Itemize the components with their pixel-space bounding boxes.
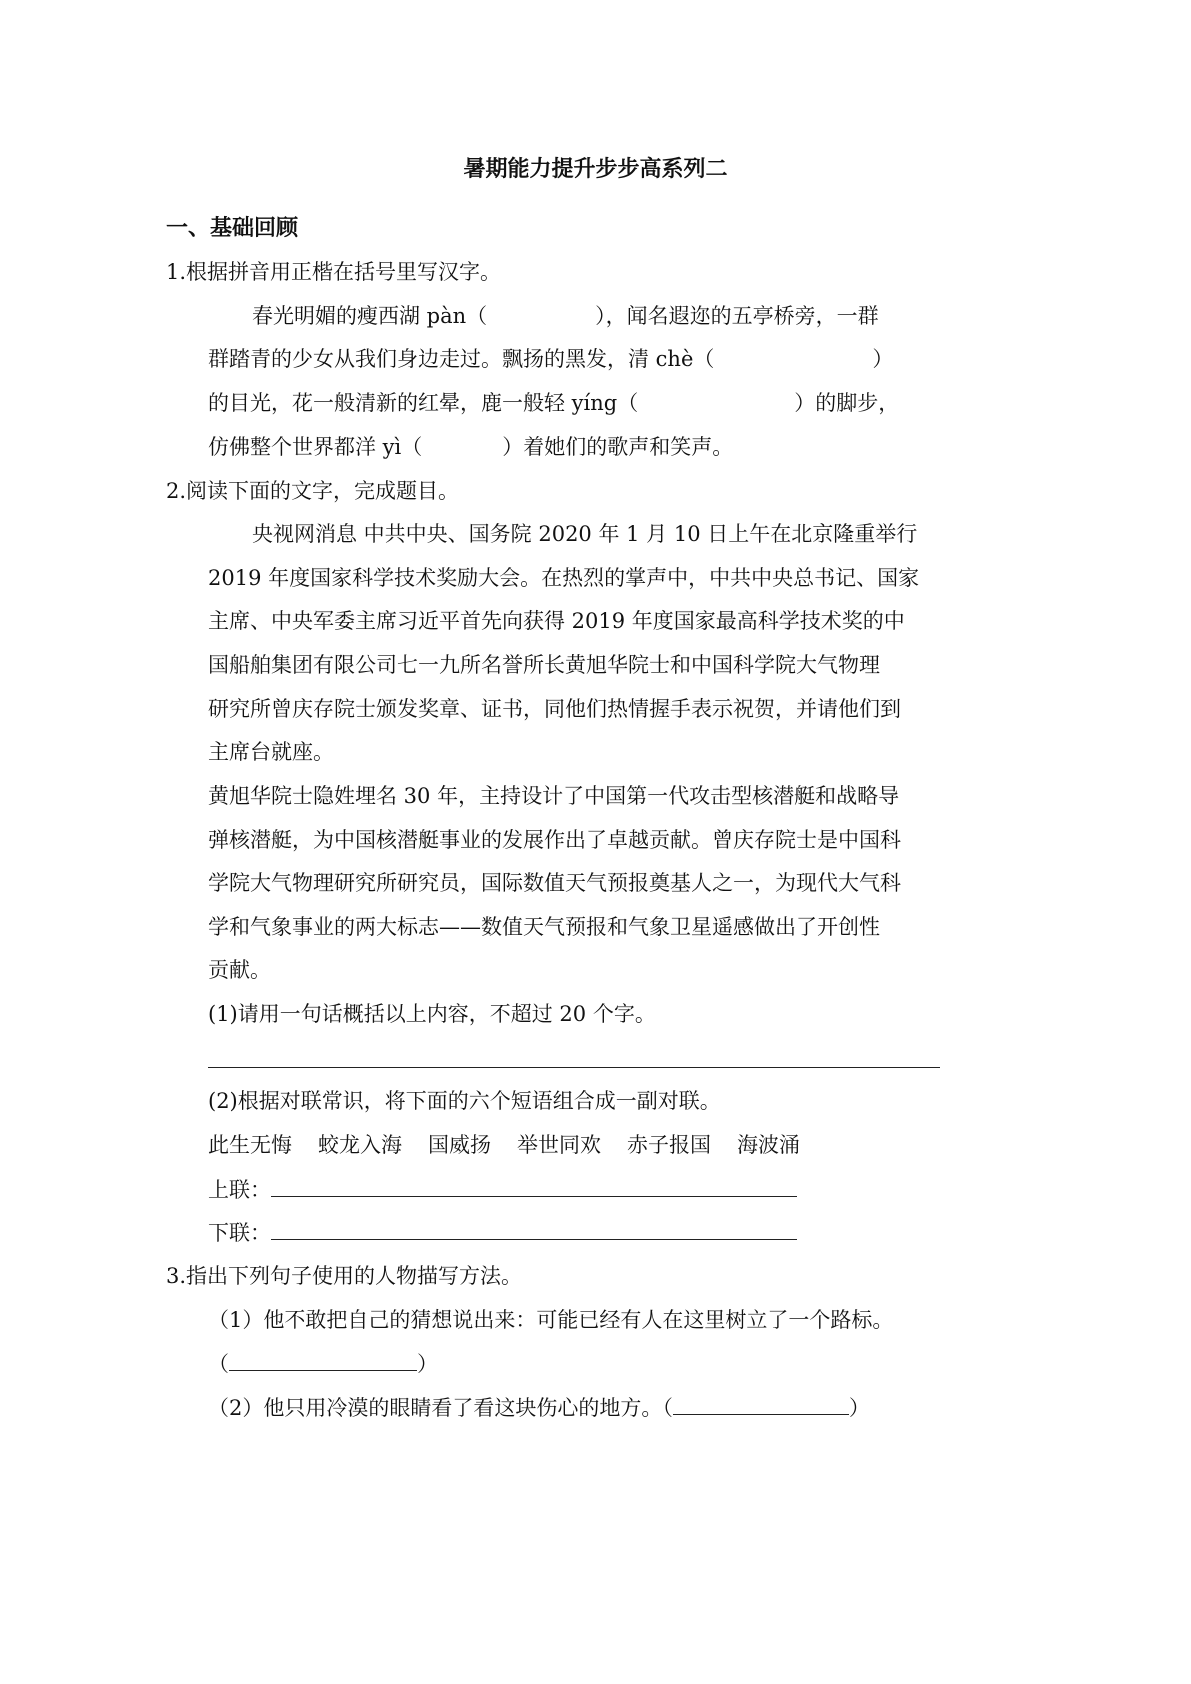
passage-p1-line: 2019 年度国家科学技术奖励大会。在热烈的掌声中，中共中央总书记、国家 — [208, 566, 920, 590]
q1-line-1-part-a: 春光明媚的瘦西湖 pàn（ — [252, 304, 488, 328]
couplet-phrase: 蛟龙入海 — [318, 1133, 402, 1157]
upper-couplet-label: 上联： — [208, 1178, 271, 1202]
lower-couplet-row — [208, 1217, 797, 1248]
q1-line-3 — [208, 388, 899, 418]
q1-prompt: 1.根据拼音用正楷在括号里写汉字。 — [166, 260, 502, 284]
passage-p1-line: 研究所曾庆存院士颁发奖章、证书，同他们热情握手表示祝贺，并请他们到 — [208, 697, 901, 721]
q1-line-4-part-b: ）着她们的歌声和笑声。 — [502, 435, 734, 459]
q3-sentence-2-text: （2）他只用冷漠的眼睛看了看这块伤心的地方。（ — [208, 1396, 673, 1420]
section-heading-basics: 一、基础回顾 — [166, 216, 299, 241]
passage-p2-line: 学和气象事业的两大标志——数值天气预报和气象卫星遥感做出了开创性 — [208, 915, 880, 939]
q2-prompt: 2.阅读下面的文字，完成题目。 — [166, 479, 460, 503]
couplet-phrase-list — [208, 1130, 826, 1160]
couplet-phrase: 国威扬 — [428, 1133, 491, 1157]
passage-p2-line: 贡献。 — [208, 958, 271, 982]
q3-sentence-1-answer-row — [208, 1348, 438, 1379]
q1-line-1 — [252, 301, 879, 331]
q3-prompt: 3.指出下列句子使用的人物描写方法。 — [166, 1264, 523, 1288]
passage-p2-line: 弹核潜艇，为中国核潜艇事业的发展作出了卓越贡献。曾庆存院士是中国科 — [208, 828, 901, 852]
q2-sub1-prompt: (1)请用一句话概括以上内容，不超过 20 个字。 — [208, 1002, 656, 1026]
q1-line-4-part-a: 仿佛整个世界都洋 yì（ — [208, 435, 423, 459]
passage-p2-line: 黄旭华院士隐姓埋名 30 年，主持设计了中国第一代攻击型核潜艇和战略导 — [208, 784, 900, 808]
upper-couplet-row — [208, 1174, 797, 1205]
q3-s2-close-paren: ） — [848, 1396, 870, 1420]
q1-line-2-part-a: 群踏青的少女从我们身边走过。飘扬的黑发，清 chè（ — [208, 347, 715, 371]
lower-couplet-label: 下联： — [208, 1221, 271, 1245]
q1-line-3-part-b: ）的脚步， — [794, 391, 900, 415]
q1-line-4 — [208, 432, 733, 462]
q3-s1-close-paren: ） — [417, 1352, 438, 1376]
lower-couplet-answer-line[interactable] — [271, 1217, 797, 1240]
upper-couplet-answer-line[interactable] — [271, 1174, 797, 1197]
q3-sentence-2 — [208, 1392, 870, 1423]
couplet-phrase: 海波涌 — [737, 1133, 800, 1157]
q1-line-3-part-a: 的目光，花一般清新的红晕，鹿一般轻 yíng（ — [208, 391, 639, 415]
page-title: 暑期能力提升步步高系列二 — [463, 157, 728, 182]
q1-line-2-part-b: ） — [872, 347, 894, 371]
passage-p1-line: 国船舶集团有限公司七一九所名誉所长黄旭华院士和中国科学院大气物理 — [208, 653, 880, 677]
q1-line-2 — [208, 344, 893, 374]
q3-s1-open-paren: （ — [208, 1352, 229, 1376]
passage-p1-line: 主席台就座。 — [208, 740, 334, 764]
q2-sub2-prompt: (2)根据对联常识，将下面的六个短语组合成一副对联。 — [208, 1089, 721, 1113]
couplet-phrase: 举世同欢 — [517, 1133, 601, 1157]
q3-s1-answer-line[interactable] — [229, 1348, 417, 1371]
passage-p1-line: 央视网消息 中共中央、国务院 2020 年 1 月 10 日上午在北京隆重举行 — [252, 522, 918, 546]
q1-line-1-part-b: ），闻名遐迩的五亭桥旁，一群 — [595, 304, 879, 328]
couplet-phrase: 赤子报国 — [627, 1133, 711, 1157]
passage-p1-line: 主席、中央军委主席习近平首先向获得 2019 年度国家最高科学技术奖的中 — [208, 609, 905, 633]
q3-s2-answer-line[interactable] — [673, 1392, 849, 1415]
q3-sentence-1: （1）他不敢把自己的猜想说出来：可能已经有人在这里树立了一个路标。 — [208, 1308, 894, 1332]
couplet-phrase: 此生无悔 — [208, 1133, 292, 1157]
q2-sub1-answer-line[interactable] — [208, 1067, 940, 1068]
passage-p2-line: 学院大气物理研究所研究员，国际数值天气预报奠基人之一，为现代大气科 — [208, 871, 901, 895]
